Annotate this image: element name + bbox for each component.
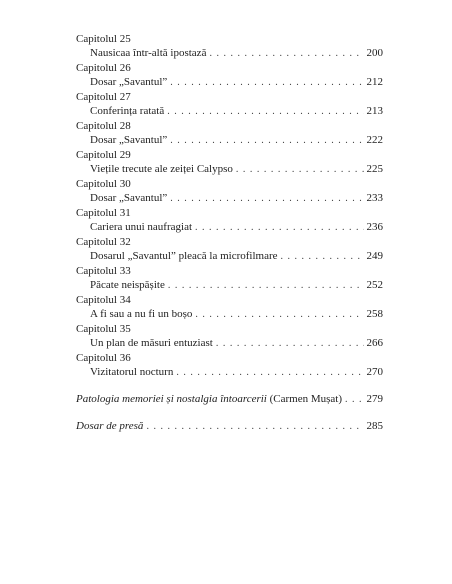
dot-leader — [281, 250, 364, 264]
chapter-title: Viețile trecute ale zeiței Calypso — [90, 163, 233, 175]
dot-leader — [195, 308, 363, 322]
dot-leader — [167, 105, 363, 119]
page-number: 233 — [366, 192, 383, 204]
page-number: 285 — [366, 420, 383, 432]
chapter-title: A fi sau a nu fi un boșo — [90, 308, 193, 320]
chapter-label: Capitolul 35 — [76, 323, 131, 335]
toc-entry — [76, 365, 383, 380]
chapter-title: Păcate neispășite — [90, 279, 165, 291]
essay-author: (Carmen Mușat) — [269, 393, 343, 405]
chapter-title: Dosarul „Savantul” pleacă la microfilmare — [90, 250, 278, 262]
dot-leader — [216, 337, 364, 351]
chapter-label: Capitolul 30 — [76, 178, 131, 190]
toc-chapter — [76, 62, 383, 90]
toc-chapter — [76, 120, 383, 148]
dot-leader — [176, 366, 363, 380]
page-number: 212 — [366, 76, 383, 88]
page-number: 200 — [366, 47, 383, 59]
toc-extra-section — [76, 392, 383, 434]
dot-leader — [146, 420, 363, 434]
toc-chapter — [76, 91, 383, 119]
dot-leader — [345, 393, 363, 407]
toc-entry — [76, 307, 383, 322]
page-number: 258 — [366, 308, 383, 320]
toc-chapter — [76, 265, 383, 293]
dot-leader — [170, 192, 363, 206]
chapter-title: Conferința ratată — [90, 105, 165, 117]
toc-chapter — [76, 33, 383, 61]
dot-leader — [209, 47, 363, 61]
chapter-title: Cariera unui naufragiat — [90, 221, 193, 233]
toc-entry — [76, 392, 383, 407]
chapter-label: Capitolul 25 — [76, 33, 131, 45]
toc-chapter — [76, 178, 383, 206]
toc-entry — [76, 419, 383, 434]
essay-title-text: Patologia memoriei și nostalgia întoarcerii — [76, 393, 267, 405]
chapter-label: Capitolul 28 — [76, 120, 131, 132]
toc-chapter — [76, 236, 383, 264]
toc-entry — [76, 220, 383, 235]
toc-chapter — [76, 294, 383, 322]
chapter-title: Nausicaa într-altă ipostază — [90, 47, 207, 59]
toc-entry — [76, 336, 383, 351]
essay-title — [76, 392, 342, 406]
page-number: 249 — [366, 250, 383, 262]
chapter-label: Capitolul 29 — [76, 149, 131, 161]
toc-entry — [76, 75, 383, 90]
dot-leader — [170, 134, 363, 148]
toc-chapter — [76, 323, 383, 351]
dot-leader — [195, 221, 363, 235]
chapter-label: Capitolul 31 — [76, 207, 131, 219]
toc-entry — [76, 162, 383, 177]
page-number: 225 — [366, 163, 383, 175]
page-number: 270 — [366, 366, 383, 378]
page-number: 252 — [366, 279, 383, 291]
dot-leader — [170, 76, 363, 90]
chapter-title: Dosar „Savantul” — [90, 76, 168, 88]
chapter-label: Capitolul 26 — [76, 62, 131, 74]
dot-leader — [236, 163, 364, 177]
page-number: 279 — [366, 393, 383, 405]
table-of-contents — [76, 33, 383, 446]
toc-entry — [76, 133, 383, 148]
page-number: 222 — [366, 134, 383, 146]
chapter-label: Capitolul 36 — [76, 352, 131, 364]
toc-chapter — [76, 149, 383, 177]
toc-chapter — [76, 352, 383, 380]
chapter-title: Dosar „Savantul” — [90, 134, 168, 146]
chapter-label: Capitolul 32 — [76, 236, 131, 248]
toc-entry — [76, 46, 383, 61]
chapter-label: Capitolul 33 — [76, 265, 131, 277]
chapter-title: Dosar „Savantul” — [90, 192, 168, 204]
dot-leader — [168, 279, 364, 293]
page-number: 236 — [366, 221, 383, 233]
toc-entry — [76, 104, 383, 119]
page-number: 213 — [366, 105, 383, 117]
chapter-label: Capitolul 34 — [76, 294, 131, 306]
chapter-label: Capitolul 27 — [76, 91, 131, 103]
toc-entry — [76, 278, 383, 293]
chapter-title: Vizitatorul nocturn — [90, 366, 174, 378]
toc-entry — [76, 249, 383, 264]
page-number: 266 — [366, 337, 383, 349]
toc-chapter — [76, 207, 383, 235]
toc-entry — [76, 191, 383, 206]
press-dossier-title: Dosar de presă — [76, 420, 144, 432]
chapter-title: Un plan de măsuri entuziast — [90, 337, 213, 349]
